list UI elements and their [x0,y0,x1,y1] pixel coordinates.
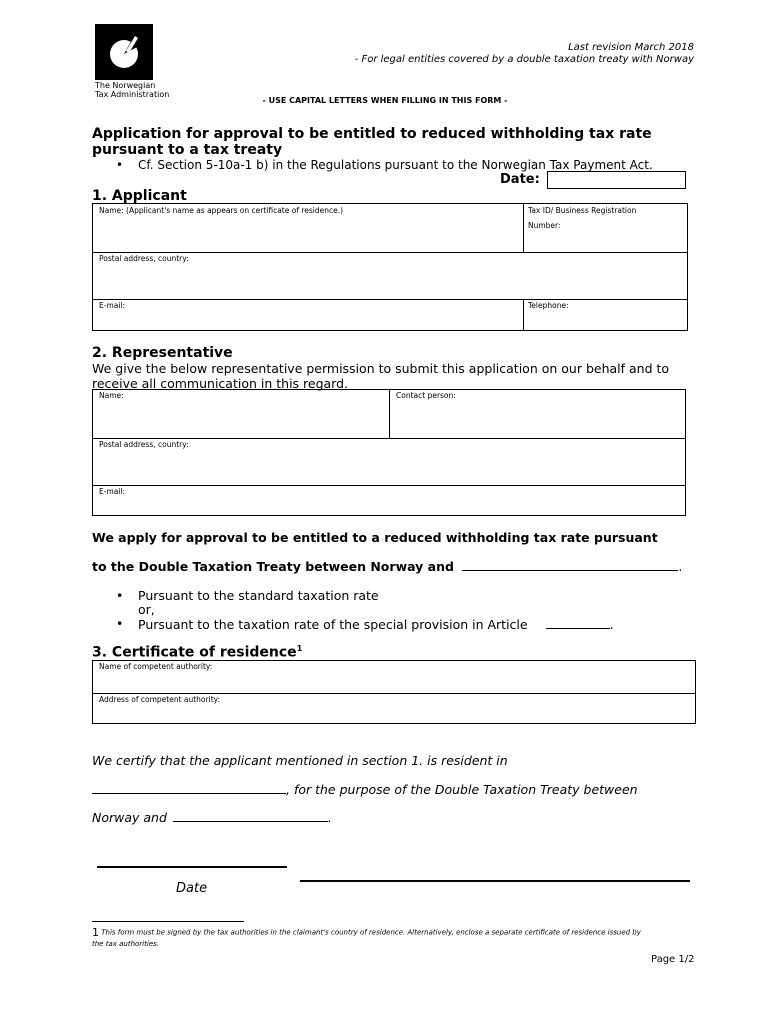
certify-line3-text: Norway and [92,810,167,825]
apply-statement-line1: We apply for approval to be entitled to a reduced withholding tax rate pursuant [92,530,658,545]
option-standard-rate [116,588,379,603]
page-number: Page 1/2 [651,954,695,965]
legal-reference-text: Cf. Section 5-10a-1 b) in the Regulations pursuant to the Norwegian Tax Payment Act. [138,158,653,172]
bullet-icon: • [116,616,124,631]
representative-intro [92,361,692,391]
or-text: or, [138,602,155,617]
authority-name-field[interactable] [93,661,695,693]
applicant-email-field[interactable] [93,300,523,330]
certify-line1: We certify that the applicant mentioned in section 1. is resident in [92,753,508,768]
revision-text: Last revision March 2018 [568,42,694,53]
tax-id-label-line1: Tax ID/ Business Registration [528,206,637,215]
logo-emblem-icon [95,24,153,80]
tax-id-field[interactable] [524,204,687,252]
applicant-table [92,203,688,331]
date-signature-line[interactable] [97,866,287,868]
bullet-icon: • [116,158,124,172]
org-name-line2: Tax Administration [95,90,170,99]
treaty-partner-input[interactable] [173,809,328,822]
applicant-name-label: Name: (Applicant's name as appears on certificate of residence.) [99,206,344,215]
option-special-provision [116,616,614,632]
contact-person-label: Contact person: [396,391,456,400]
apply-statement-text: to the Double Taxation Treaty between Norway and [92,559,454,574]
authority-address-label: Address of competent authority: [99,695,221,704]
representative-intro-line2: receive all communication in this regard. [92,376,348,391]
applicant-postal-field[interactable] [93,253,687,299]
applicant-heading: 1. Applicant [92,188,187,204]
tax-administration-logo [95,24,153,80]
footnote-reference: 1 [296,644,303,653]
date-caption: Date [176,881,208,896]
certify-line2-text: , for the purpose of the Double Taxation Treaty between [286,782,638,797]
representative-heading: 2. Representative [92,345,233,361]
footnote-text-line2: the tax authorities. [92,940,159,948]
legal-reference [116,158,653,172]
treaty-country-input[interactable] [462,558,678,571]
footnote-separator [92,921,244,922]
org-name-line1: The Norwegian [95,81,156,90]
applicant-telephone-field[interactable] [524,300,687,330]
authority-name-label: Name of competent authority: [99,662,213,671]
representative-postal-label: Postal address, country: [99,440,189,449]
certificate-table [92,660,696,724]
representative-intro-line1: We give the below representative permission to submit this application on our behalf and to [92,361,670,376]
period: . [609,617,614,632]
form-title [92,126,682,158]
representative-table [92,389,686,516]
form-title-line2: pursuant to a tax treaty [92,142,283,158]
date-input[interactable] [547,171,686,189]
capital-letters-note: - USE CAPITAL LETTERS WHEN FILLING IN THIS FORM - [262,96,508,105]
representative-name-field[interactable] [93,390,389,438]
contact-person-field[interactable] [390,390,685,438]
certificate-heading-text: 3. Certificate of residence [92,644,297,661]
applicant-email-label: E-mail: [99,301,126,310]
scope-text: - For legal entities covered by a double taxation treaty with Norway [354,54,694,65]
date-label: Date: [500,172,540,187]
representative-email-field[interactable] [93,486,685,515]
tax-id-label-line2: Number: [528,221,561,230]
authority-address-field[interactable] [93,694,695,723]
period: . [678,559,683,574]
applicant-name-field[interactable] [93,204,523,252]
representative-postal-field[interactable] [93,439,685,485]
applicant-postal-label: Postal address, country: [99,254,189,263]
footnote [92,926,692,939]
option-standard-rate-text: Pursuant to the standard taxation rate [138,588,379,603]
form-title-line1: Application for approval to be entitled to reduced withholding tax rate [92,126,652,142]
period: . [327,810,332,825]
residence-country-input[interactable] [92,781,286,794]
representative-name-label: Name: [99,391,124,400]
certify-line3 [92,809,332,825]
applicant-telephone-label: Telephone: [528,301,569,310]
option-special-provision-text: Pursuant to the taxation rate of the special provision in Article [138,617,528,632]
article-number-input[interactable] [546,616,610,629]
apply-statement-line2 [92,558,682,574]
bullet-icon: • [116,588,124,603]
representative-email-label: E-mail: [99,487,126,496]
certificate-heading [92,644,302,661]
certify-line2 [92,781,638,797]
authority-signature-line[interactable] [300,880,690,882]
footnote-number: 1 [92,926,99,939]
footnote-text-line1: This form must be signed by the tax authorities in the claimant's country of residence. Alternatively, enclose a separate certificate of residence issued by [101,928,641,937]
